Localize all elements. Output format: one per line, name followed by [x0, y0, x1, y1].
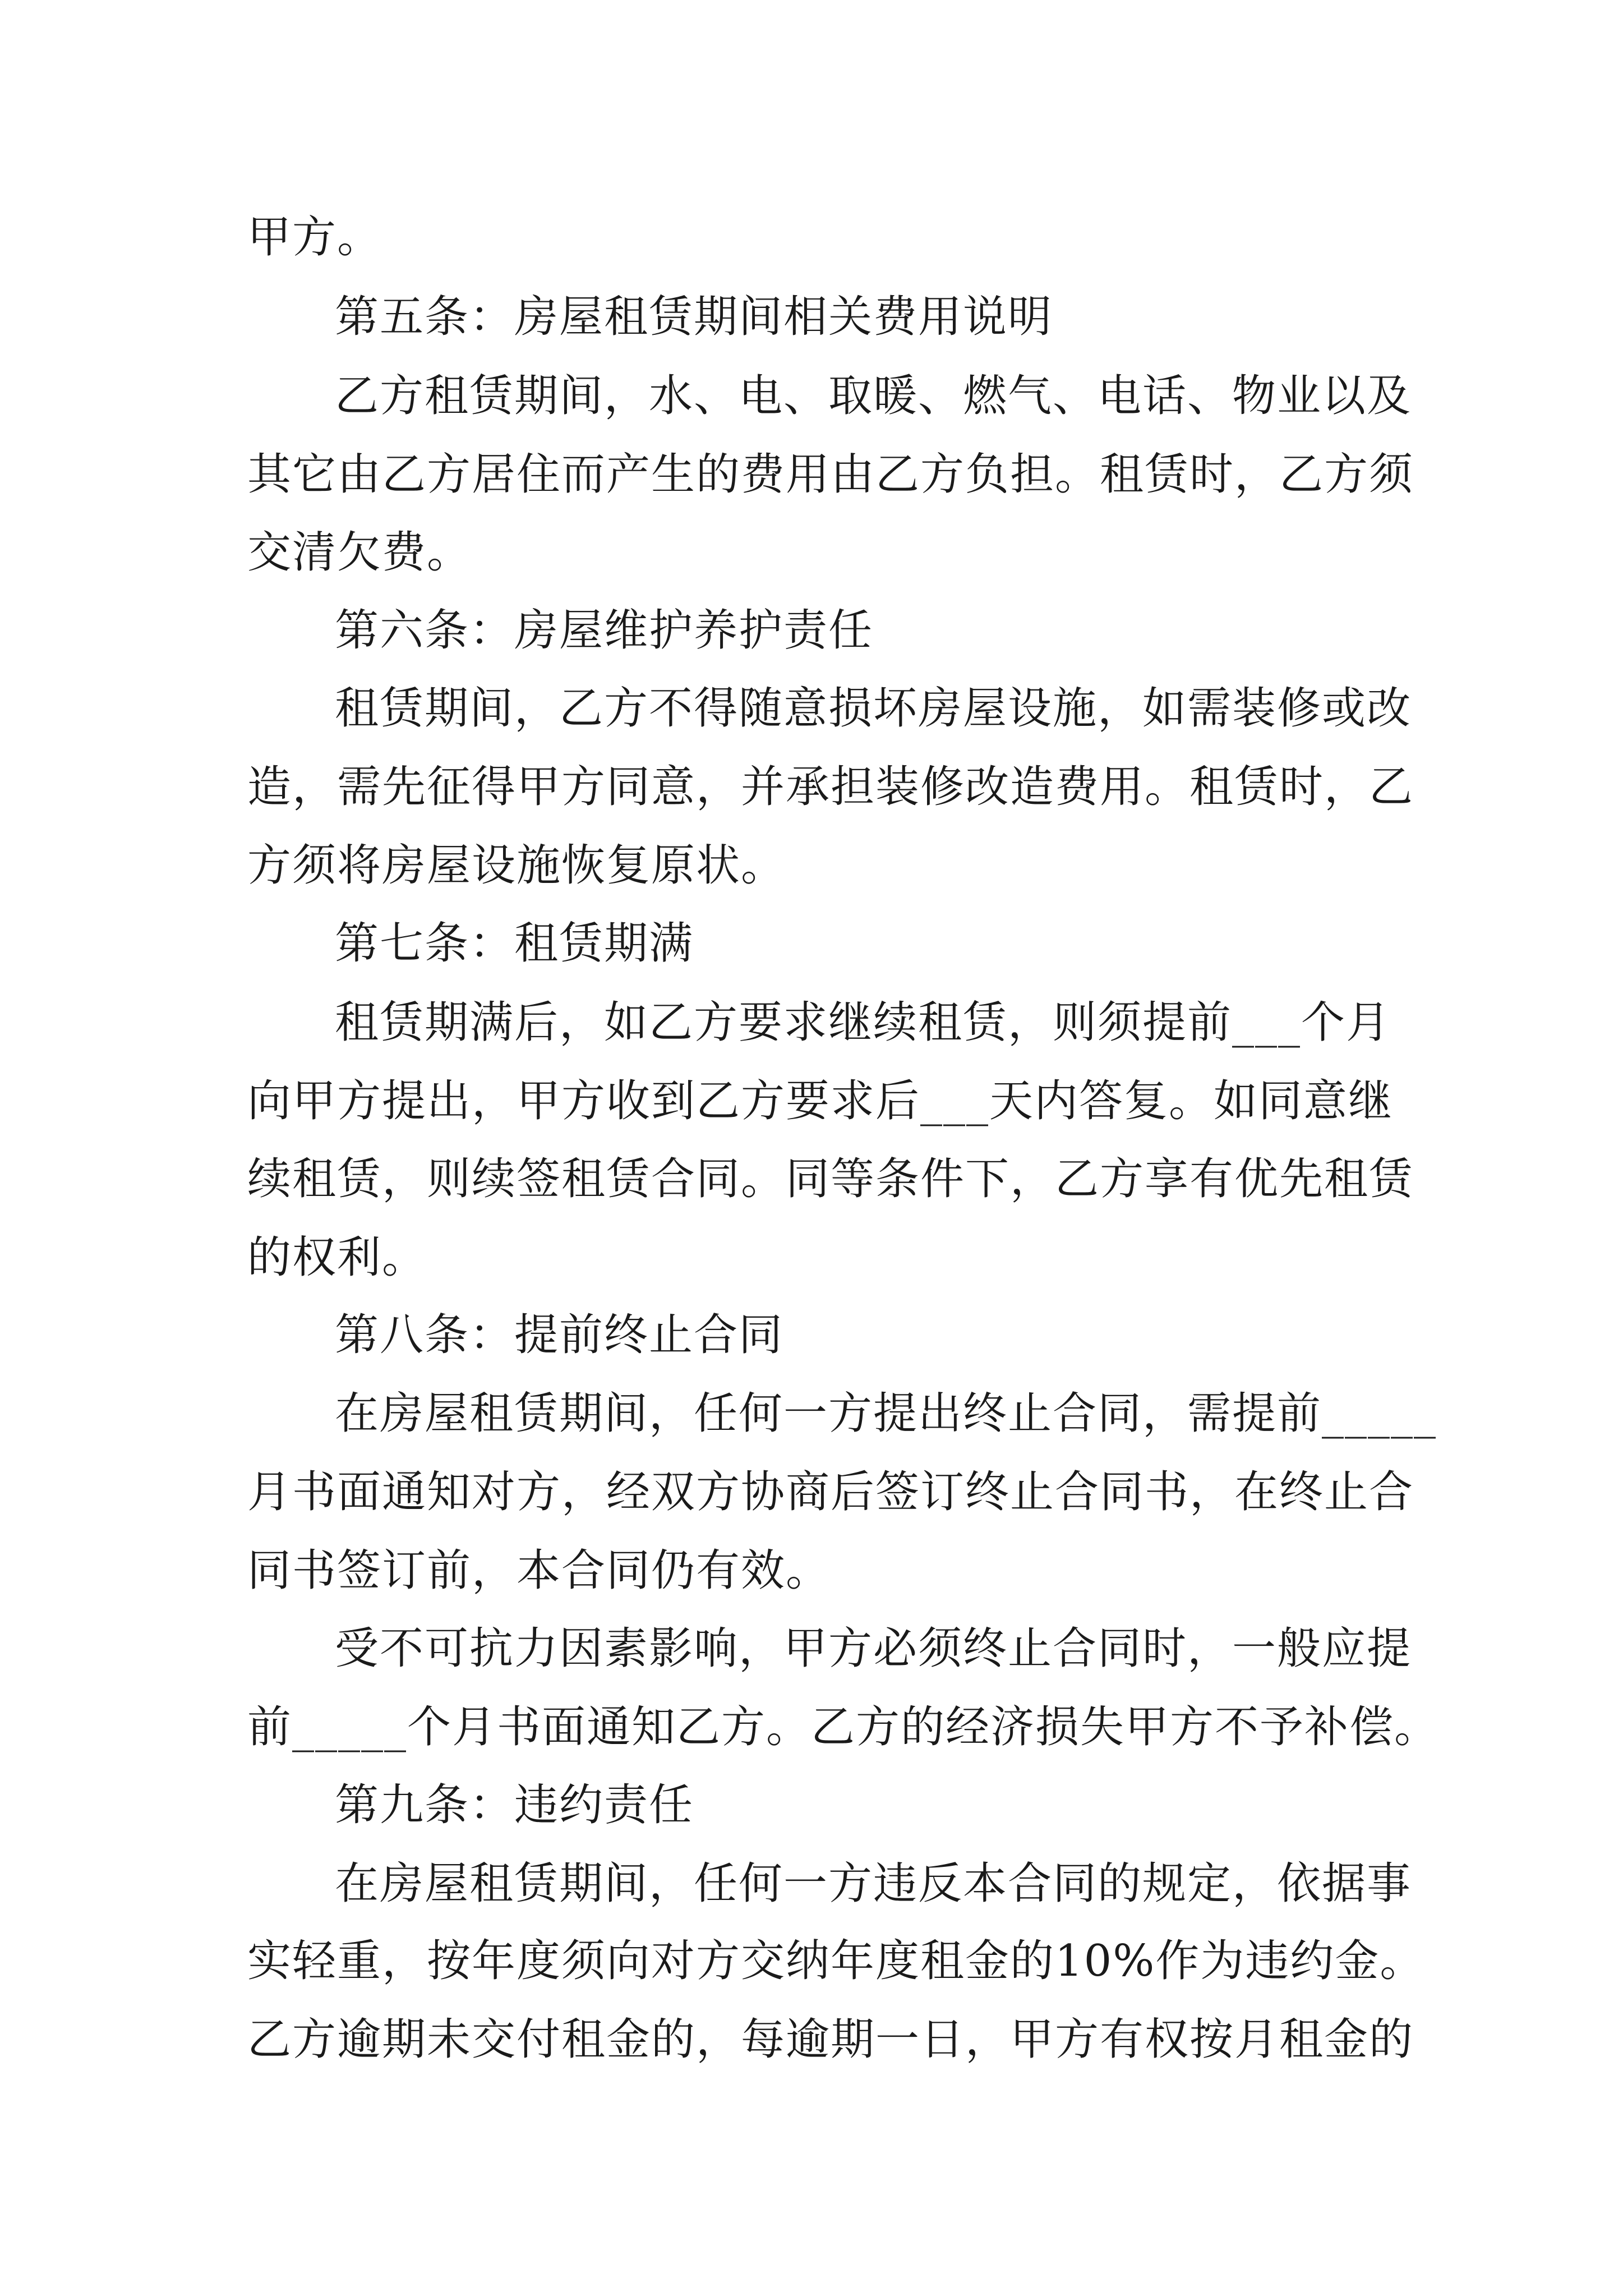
heading-article-9: 第九条：违约责任: [335, 1780, 694, 1830]
text-line-22: 在房屋租赁期间，任何一方违反本合同的规定，依据事: [335, 1858, 1412, 1909]
text-line-13: 续租赁，则续签租赁合同。同等条件下，乙方享有优先租赁: [247, 1154, 1414, 1204]
text-line-12: 向甲方提出，甲方收到乙方要求后___天内答复。如同意继: [247, 1076, 1394, 1126]
text-line-17: 月书面通知对方，经双方协商后签订终止合同书，在终止合: [247, 1467, 1414, 1517]
heading-article-8: 第八条：提前终止合同: [335, 1310, 784, 1360]
text-line-19: 受不可抗力因素影响，甲方必须终止合同时，一般应提: [335, 1623, 1412, 1674]
text-line-1: 甲方。: [247, 212, 382, 263]
text-line-9: 方须将房屋设施恢复原状。: [247, 840, 786, 891]
text-line-20: 前_____个月书面通知乙方。乙方的经济损失甲方不予补偿。: [247, 1702, 1440, 1752]
text-line-7: 租赁期间，乙方不得随意损坏房屋设施，如需装修或改: [335, 683, 1412, 734]
text-line-11: 租赁期满后，如乙方要求继续租赁，则须提前___个月: [335, 997, 1391, 1048]
text-line-3: 乙方租赁期间，水、电、取暖、燃气、电话、物业以及: [335, 371, 1412, 421]
heading-article-7: 第七条：租赁期满: [335, 918, 694, 969]
heading-article-6: 第六条：房屋维护养护责任: [335, 605, 874, 656]
text-line-8: 造，需先征得甲方同意，并承担装修改造费用。租赁时，乙: [247, 762, 1414, 812]
text-line-4: 其它由乙方居住而产生的费用由乙方负担。租赁时，乙方须: [247, 449, 1414, 500]
heading-article-5: 第五条：房屋租赁期间相关费用说明: [335, 292, 1053, 342]
text-line-24: 乙方逾期未交付租金的，每逾期一日，甲方有权按月租金的: [247, 2014, 1414, 2065]
text-line-23: 实轻重，按年度须向对方交纳年度租金的10%作为违约金。: [247, 1936, 1425, 1986]
text-line-5: 交清欠费。: [247, 527, 472, 578]
text-line-16: 在房屋租赁期间，任何一方提出终止合同，需提前_____: [335, 1388, 1437, 1439]
text-line-18: 同书签订前，本合同仍有效。: [247, 1545, 831, 1596]
text-line-14: 的权利。: [247, 1232, 427, 1283]
